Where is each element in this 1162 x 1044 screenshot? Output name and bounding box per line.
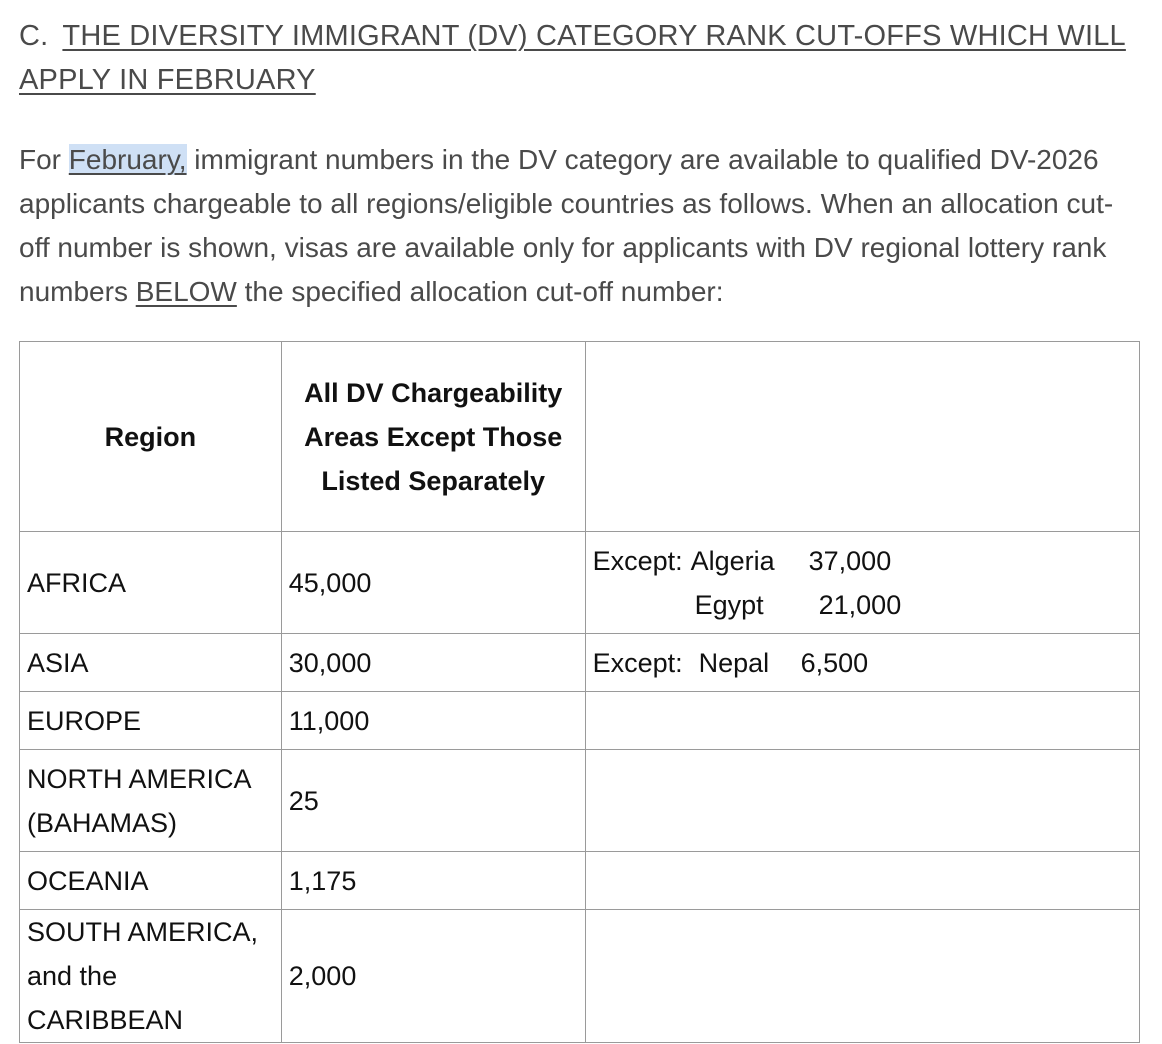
table-row — [20, 750, 1140, 852]
intro-text-3: the specified allocation cut-off number: — [236, 276, 724, 307]
section-prefix: C. — [19, 20, 49, 52]
exception-label: Except: — [592, 647, 683, 678]
region-cell: AFRICA — [20, 532, 282, 634]
cutoff-cell: 45,000 — [281, 532, 585, 634]
exception-country: Egypt — [694, 589, 764, 620]
exception-value: 37,000 — [808, 545, 892, 576]
intro-paragraph — [19, 138, 1129, 314]
document-page — [19, 14, 1144, 314]
section-title: THE DIVERSITY IMMIGRANT (DV) CATEGORY RANK CUT-OFFS WHICH WILL APPLY IN FEBRUARY — [19, 20, 1126, 96]
exception-entry — [593, 583, 1132, 627]
exceptions-cell — [585, 532, 1139, 634]
intro-text-1: For — [19, 144, 69, 175]
exception-country: Nepal — [698, 647, 770, 678]
cutoff-cell: 30,000 — [281, 634, 585, 692]
cutoff-cell: 2,000 — [281, 910, 585, 1043]
region-cell — [20, 910, 282, 1043]
region-cell: ASIA — [20, 634, 282, 692]
region-line: and the CARIBBEAN — [27, 961, 184, 1035]
intro-text-2: immigrant numbers in the DV category are available to qualified DV-2026 applicants chargeable to all regions/eligible countries as follows. When an allocation cut-off number is shown, visas are available only for applicants with DV regional lottery rank numbers — [19, 144, 1114, 307]
table-row — [20, 692, 1140, 750]
table-row — [20, 634, 1140, 692]
exceptions-cell — [585, 750, 1139, 852]
exception-entry — [593, 539, 1132, 583]
exceptions-cell — [585, 910, 1139, 1043]
exception-country: Algeria — [690, 545, 775, 576]
cutoff-cell: 1,175 — [281, 852, 585, 910]
highlighted-word[interactable]: February, — [68, 144, 187, 175]
table-row — [20, 532, 1140, 634]
dv-cutoff-table — [19, 341, 1140, 1043]
table-row — [20, 910, 1140, 1043]
table-row — [20, 852, 1140, 910]
table-header-row — [20, 342, 1140, 532]
region-cell — [20, 750, 282, 852]
header-region: Region — [20, 342, 282, 532]
exception-entry — [593, 641, 1132, 685]
region-line: (BAHAMAS) — [27, 807, 178, 838]
region-cell: OCEANIA — [20, 852, 282, 910]
header-exceptions — [585, 342, 1139, 532]
section-heading — [19, 14, 1144, 102]
header-all-areas: All DV Chargeability Areas Except Those Listed Separately — [281, 342, 585, 532]
region-line: SOUTH AMERICA, — [27, 917, 259, 947]
exceptions-cell — [585, 692, 1139, 750]
underlined-word: BELOW — [135, 276, 237, 307]
exception-label: Except: — [592, 545, 683, 576]
region-cell: EUROPE — [20, 692, 282, 750]
exceptions-cell — [585, 852, 1139, 910]
cutoff-cell: 25 — [281, 750, 585, 852]
region-line: NORTH AMERICA — [27, 763, 252, 794]
exception-value: 21,000 — [818, 589, 902, 620]
exceptions-cell — [585, 634, 1139, 692]
cutoff-cell: 11,000 — [281, 692, 585, 750]
exception-value: 6,500 — [800, 647, 869, 678]
